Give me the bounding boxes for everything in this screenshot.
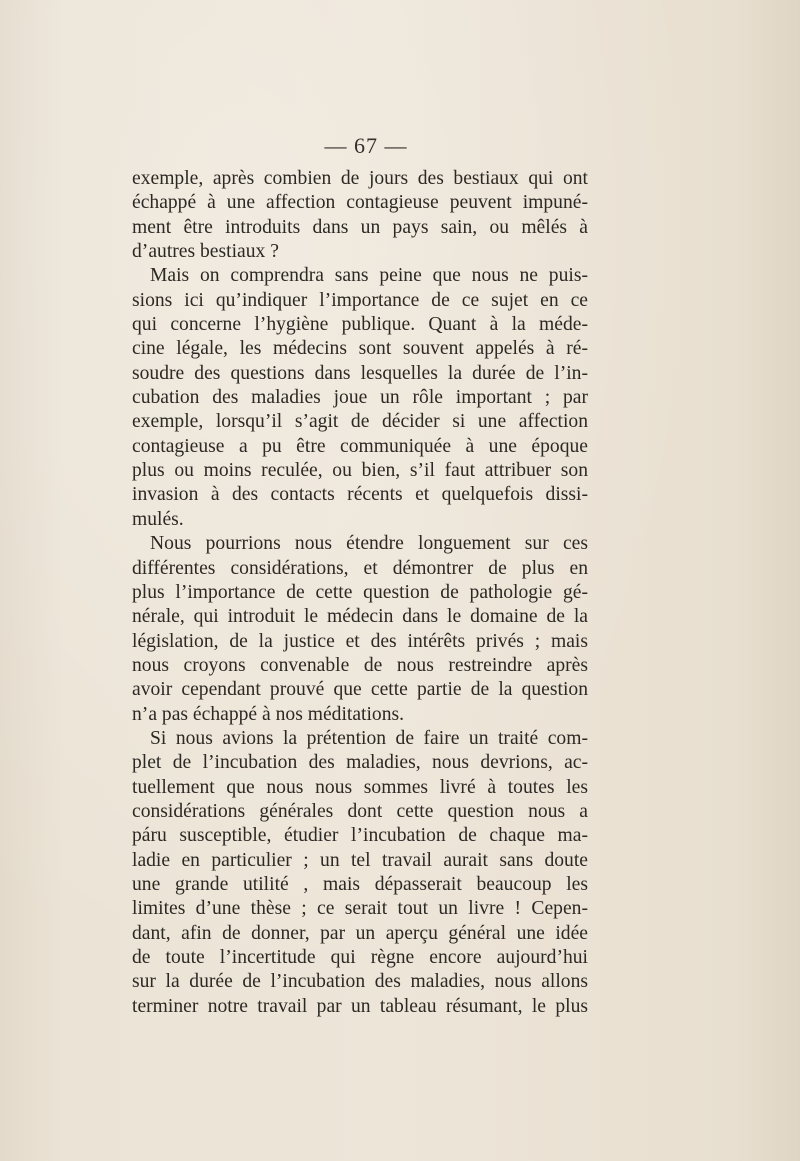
page-number: — 67 —: [324, 133, 408, 158]
text-line: Mais on comprendra sans peine que nous ne puis-: [150, 265, 588, 287]
text-line: exemple, après combien de jours des bestiaux qui ont: [132, 168, 588, 189]
text-line: ment être introduits dans un pays sain, ou mêlés à: [132, 216, 588, 238]
text-line: n’a pas échappé à nos méditations.: [132, 703, 405, 725]
text-line: tuellement que nous nous sommes livré à toutes les: [132, 776, 588, 798]
text-line: Si nous avions la prétention de faire un traité com-: [150, 727, 588, 749]
text-line: de toute l’incertitude qui règne encore aujourd’hui: [132, 947, 588, 968]
text-line: sur la durée de l’incubation des maladies, nous allons: [132, 971, 588, 993]
text-line: différentes considérations, et démontrer de plus en: [132, 557, 588, 579]
text-line: qui concerne l’hygiène publique. Quant à la méde-: [132, 314, 588, 336]
text-line: cubation des maladies joue un rôle important ; par: [132, 387, 588, 409]
text-line: avoir cependant prouvé que cette partie de la question: [132, 679, 588, 701]
text-line: dant, afin de donner, par un aperçu général une idée: [132, 922, 588, 944]
text-line: soudre des questions dans lesquelles la durée de l’in-: [132, 362, 588, 384]
text-line: sions ici qu’indiquer l’importance de ce sujet en ce: [132, 289, 588, 311]
text-line: considérations générales dont cette question nous a: [132, 800, 588, 822]
text-line: nous croyons convenable de nous restreindre après: [132, 654, 588, 676]
text-line: contagieuse a pu être communiquée à une époque: [132, 435, 588, 457]
text-line: d’autres bestiaux ?: [132, 241, 279, 263]
body-text: [132, 167, 588, 1019]
text-line: législation, de la justice et des intérêts privés ; mais: [132, 630, 588, 652]
text-line: páru susceptible, étudier l’incubation de chaque ma-: [132, 825, 588, 847]
text-line: cine légale, les médecins sont souvent appelés à ré-: [132, 338, 588, 360]
text-line: mulés.: [132, 508, 184, 530]
text-line: plus ou moins reculée, ou bien, s’il faut attribuer son: [132, 460, 588, 482]
text-line: échappé à une affection contagieuse peuvent impuné-: [132, 192, 588, 214]
text-line: une grande utilité , mais dépasserait beaucoup les: [132, 873, 588, 895]
text-line: plus l’importance de cette question de pathologie gé-: [132, 581, 588, 603]
text-line: limites d’une thèse ; ce serait tout un livre ! Cepen-: [132, 898, 588, 920]
text-line: nérale, qui introduit le médecin dans le domaine de la: [132, 606, 588, 628]
text-line: terminer notre travail par un tableau résumant, le plus: [132, 995, 588, 1017]
text-line: plet de l’incubation des maladies, nous devrions, ac-: [132, 752, 588, 774]
text-line: Nous pourrions nous étendre longuement sur ces: [150, 533, 588, 555]
text-line: invasion à des contacts récents et quelquefois dissi-: [132, 484, 588, 506]
text-line: exemple, lorsqu’il s’agit de décider si une affection: [132, 411, 588, 433]
text-line: ladie en particulier ; un tel travail aurait sans doute: [132, 849, 588, 871]
